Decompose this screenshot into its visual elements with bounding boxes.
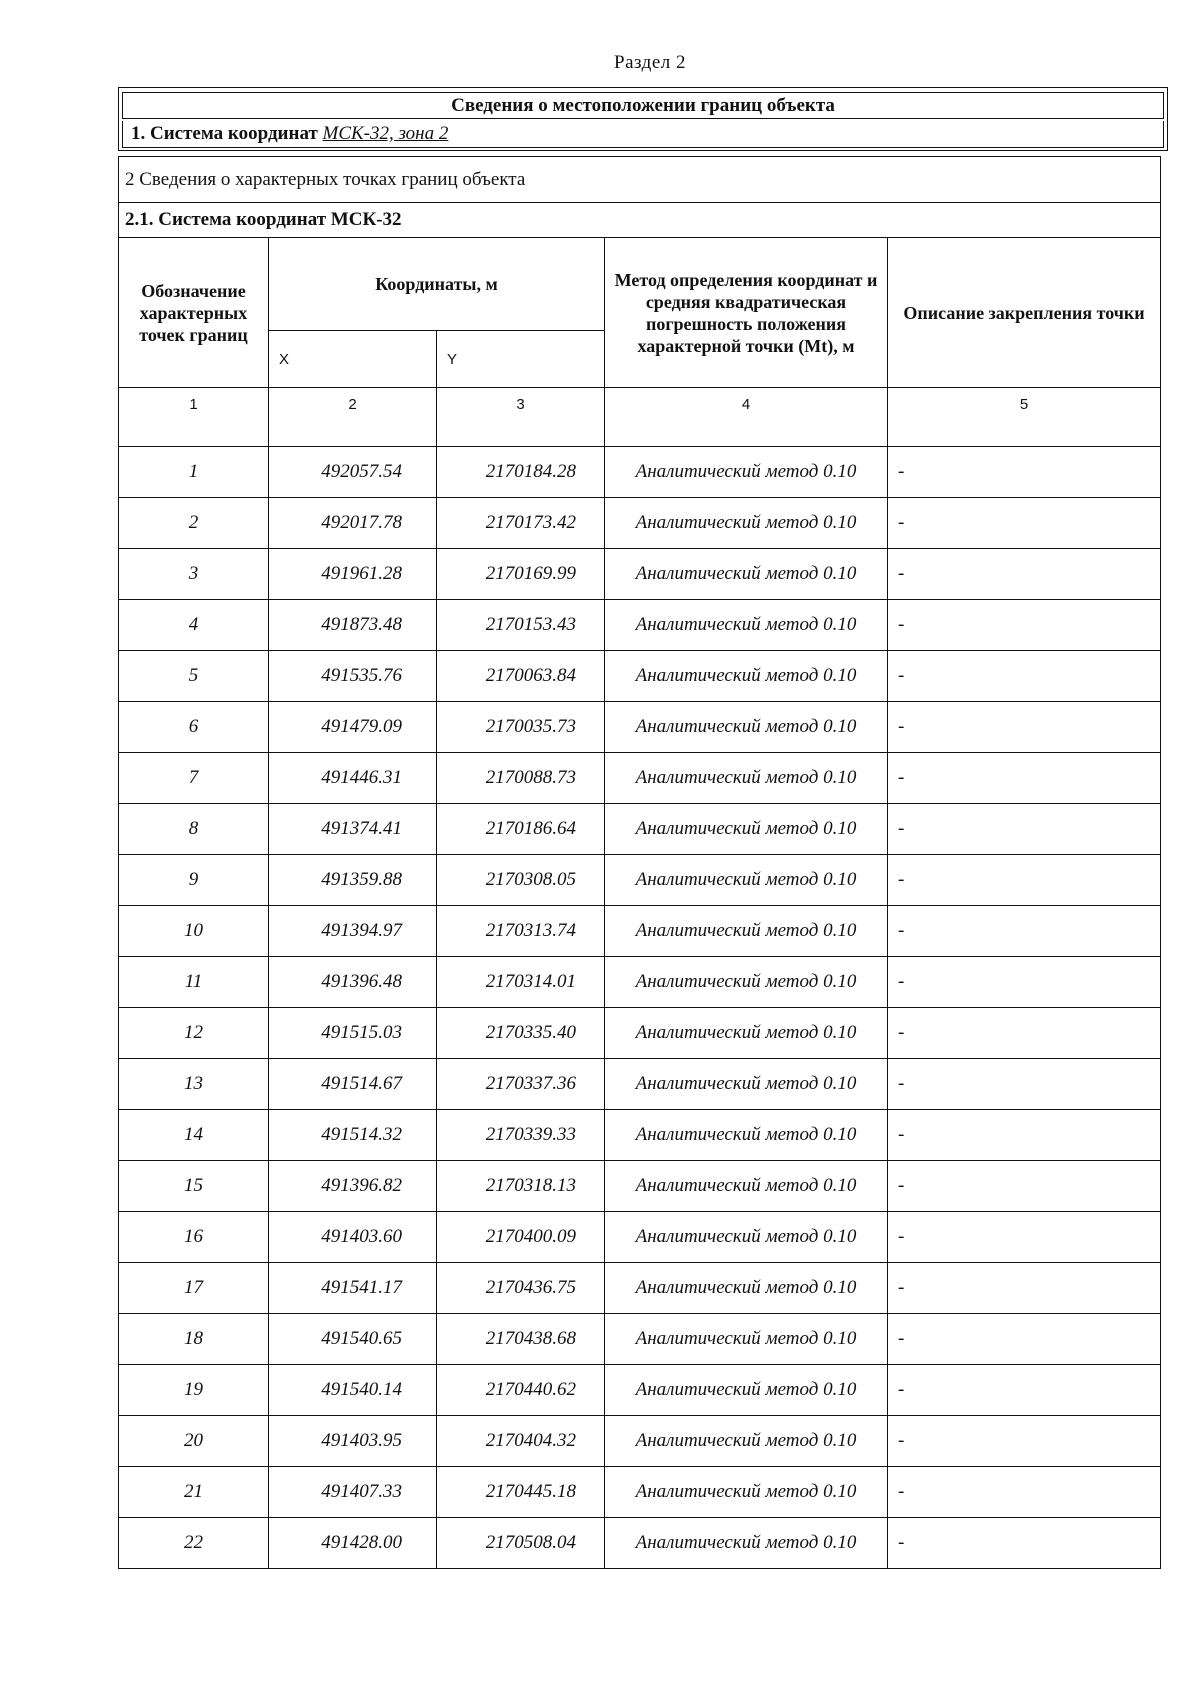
point-number: 21 xyxy=(119,1467,269,1518)
method-cell: Аналитический метод 0.10 xyxy=(605,1314,888,1365)
description-cell: - xyxy=(888,1161,1161,1212)
point-number: 12 xyxy=(119,1008,269,1059)
column-number: 2 xyxy=(269,388,437,447)
method-cell: Аналитический метод 0.10 xyxy=(605,906,888,957)
x-coordinate: 491961.28 xyxy=(269,549,437,600)
header-description: Описание закрепления точки xyxy=(888,238,1161,388)
method-cell: Аналитический метод 0.10 xyxy=(605,855,888,906)
header-coordinates: Координаты, м xyxy=(269,238,605,331)
x-coordinate: 491515.03 xyxy=(269,1008,437,1059)
y-coordinate: 2170337.36 xyxy=(437,1059,605,1110)
table-row xyxy=(119,1008,1161,1059)
y-coordinate: 2170313.74 xyxy=(437,906,605,957)
table-row xyxy=(119,600,1161,651)
point-number: 7 xyxy=(119,753,269,804)
y-coordinate: 2170035.73 xyxy=(437,702,605,753)
description-cell: - xyxy=(888,804,1161,855)
table-row xyxy=(119,1416,1161,1467)
table-row xyxy=(119,498,1161,549)
description-cell: - xyxy=(888,1212,1161,1263)
description-cell: - xyxy=(888,1365,1161,1416)
y-coordinate: 2170436.75 xyxy=(437,1263,605,1314)
point-number: 4 xyxy=(119,600,269,651)
header-title: Сведения о местоположении границ объекта xyxy=(122,92,1164,119)
table-row xyxy=(119,447,1161,498)
y-coordinate: 2170088.73 xyxy=(437,753,605,804)
table-row xyxy=(119,1110,1161,1161)
method-cell: Аналитический метод 0.10 xyxy=(605,1008,888,1059)
x-coordinate: 491407.33 xyxy=(269,1467,437,1518)
table-row xyxy=(119,855,1161,906)
y-coordinate: 2170445.18 xyxy=(437,1467,605,1518)
point-number: 19 xyxy=(119,1365,269,1416)
y-coordinate: 2170508.04 xyxy=(437,1518,605,1569)
header-point: Обозначение характерных точек границ xyxy=(119,238,269,388)
y-coordinate: 2170335.40 xyxy=(437,1008,605,1059)
y-coordinate: 2170339.33 xyxy=(437,1110,605,1161)
x-coordinate: 492017.78 xyxy=(269,498,437,549)
x-coordinate: 491394.97 xyxy=(269,906,437,957)
x-coordinate: 491396.48 xyxy=(269,957,437,1008)
method-cell: Аналитический метод 0.10 xyxy=(605,600,888,651)
description-cell: - xyxy=(888,855,1161,906)
description-cell: - xyxy=(888,1416,1161,1467)
y-coordinate: 2170184.28 xyxy=(437,447,605,498)
description-cell: - xyxy=(888,600,1161,651)
header-y: Y xyxy=(437,331,605,388)
x-coordinate: 491873.48 xyxy=(269,600,437,651)
x-coordinate: 491514.67 xyxy=(269,1059,437,1110)
point-number: 15 xyxy=(119,1161,269,1212)
method-cell: Аналитический метод 0.10 xyxy=(605,1416,888,1467)
point-number: 5 xyxy=(119,651,269,702)
x-coordinate: 491403.95 xyxy=(269,1416,437,1467)
table-row xyxy=(119,651,1161,702)
point-number: 17 xyxy=(119,1263,269,1314)
description-cell: - xyxy=(888,1518,1161,1569)
description-cell: - xyxy=(888,1059,1161,1110)
description-cell: - xyxy=(888,1467,1161,1518)
column-number: 5 xyxy=(888,388,1161,447)
description-cell: - xyxy=(888,498,1161,549)
y-coordinate: 2170308.05 xyxy=(437,855,605,906)
x-coordinate: 491540.65 xyxy=(269,1314,437,1365)
table-row xyxy=(119,1212,1161,1263)
point-number: 10 xyxy=(119,906,269,957)
description-cell: - xyxy=(888,651,1161,702)
coordinate-system-name: МСК-32, зона 2 xyxy=(322,123,449,144)
table-row xyxy=(119,906,1161,957)
point-number: 14 xyxy=(119,1110,269,1161)
method-cell: Аналитический метод 0.10 xyxy=(605,1518,888,1569)
description-cell: - xyxy=(888,1263,1161,1314)
point-number: 22 xyxy=(119,1518,269,1569)
table-row xyxy=(119,804,1161,855)
y-coordinate: 2170153.43 xyxy=(437,600,605,651)
method-cell: Аналитический метод 0.10 xyxy=(605,1365,888,1416)
table-row xyxy=(119,1314,1161,1365)
coordinate-system-row xyxy=(122,121,1164,148)
x-coordinate: 491540.14 xyxy=(269,1365,437,1416)
description-cell: - xyxy=(888,957,1161,1008)
table-row xyxy=(119,1161,1161,1212)
x-coordinate: 491396.82 xyxy=(269,1161,437,1212)
points-table xyxy=(118,156,1161,1569)
method-cell: Аналитический метод 0.10 xyxy=(605,651,888,702)
table-row xyxy=(119,753,1161,804)
description-cell: - xyxy=(888,753,1161,804)
x-coordinate: 491541.17 xyxy=(269,1263,437,1314)
table-row xyxy=(119,1263,1161,1314)
description-cell: - xyxy=(888,906,1161,957)
x-coordinate: 491428.00 xyxy=(269,1518,437,1569)
y-coordinate: 2170314.01 xyxy=(437,957,605,1008)
x-coordinate: 491535.76 xyxy=(269,651,437,702)
table-row xyxy=(119,549,1161,600)
column-number: 3 xyxy=(437,388,605,447)
method-cell: Аналитический метод 0.10 xyxy=(605,549,888,600)
description-cell: - xyxy=(888,1008,1161,1059)
point-number: 2 xyxy=(119,498,269,549)
column-number: 1 xyxy=(119,388,269,447)
section-title: Раздел 2 xyxy=(614,52,686,73)
method-cell: Аналитический метод 0.10 xyxy=(605,1212,888,1263)
y-coordinate: 2170173.42 xyxy=(437,498,605,549)
description-cell: - xyxy=(888,1110,1161,1161)
x-coordinate: 491374.41 xyxy=(269,804,437,855)
header-x: X xyxy=(269,331,437,388)
table-row xyxy=(119,957,1161,1008)
method-cell: Аналитический метод 0.10 xyxy=(605,957,888,1008)
method-cell: Аналитический метод 0.10 xyxy=(605,753,888,804)
y-coordinate: 2170186.64 xyxy=(437,804,605,855)
method-cell: Аналитический метод 0.10 xyxy=(605,1110,888,1161)
method-cell: Аналитический метод 0.10 xyxy=(605,804,888,855)
x-coordinate: 491359.88 xyxy=(269,855,437,906)
y-coordinate: 2170400.09 xyxy=(437,1212,605,1263)
method-cell: Аналитический метод 0.10 xyxy=(605,1161,888,1212)
coordinate-system-label: 1. Система координат xyxy=(131,123,323,144)
method-cell: Аналитический метод 0.10 xyxy=(605,1263,888,1314)
section-2-1-heading: 2.1. Система координат МСК-32 xyxy=(119,203,1161,238)
table-row xyxy=(119,1059,1161,1110)
point-number: 11 xyxy=(119,957,269,1008)
description-cell: - xyxy=(888,1314,1161,1365)
point-number: 9 xyxy=(119,855,269,906)
x-coordinate: 491479.09 xyxy=(269,702,437,753)
point-number: 16 xyxy=(119,1212,269,1263)
point-number: 8 xyxy=(119,804,269,855)
point-number: 13 xyxy=(119,1059,269,1110)
x-coordinate: 491446.31 xyxy=(269,753,437,804)
y-coordinate: 2170438.68 xyxy=(437,1314,605,1365)
x-coordinate: 491403.60 xyxy=(269,1212,437,1263)
y-coordinate: 2170318.13 xyxy=(437,1161,605,1212)
point-number: 20 xyxy=(119,1416,269,1467)
point-number: 1 xyxy=(119,447,269,498)
description-cell: - xyxy=(888,549,1161,600)
description-cell: - xyxy=(888,702,1161,753)
x-coordinate: 491514.32 xyxy=(269,1110,437,1161)
y-coordinate: 2170404.32 xyxy=(437,1416,605,1467)
method-cell: Аналитический метод 0.10 xyxy=(605,702,888,753)
section-2-heading: 2 Сведения о характерных точках границ объекта xyxy=(119,157,1161,203)
method-cell: Аналитический метод 0.10 xyxy=(605,498,888,549)
point-number: 18 xyxy=(119,1314,269,1365)
method-cell: Аналитический метод 0.10 xyxy=(605,447,888,498)
x-coordinate: 492057.54 xyxy=(269,447,437,498)
header-method: Метод определения координат и средняя квадратическая погрешность положения характерной точки (Mt), м xyxy=(605,238,888,388)
table-row xyxy=(119,1365,1161,1416)
table-row xyxy=(119,702,1161,753)
table-row xyxy=(119,1518,1161,1569)
y-coordinate: 2170063.84 xyxy=(437,651,605,702)
method-cell: Аналитический метод 0.10 xyxy=(605,1059,888,1110)
description-cell: - xyxy=(888,447,1161,498)
point-number: 3 xyxy=(119,549,269,600)
column-number: 4 xyxy=(605,388,888,447)
y-coordinate: 2170169.99 xyxy=(437,549,605,600)
point-number: 6 xyxy=(119,702,269,753)
method-cell: Аналитический метод 0.10 xyxy=(605,1467,888,1518)
table-row xyxy=(119,1467,1161,1518)
y-coordinate: 2170440.62 xyxy=(437,1365,605,1416)
